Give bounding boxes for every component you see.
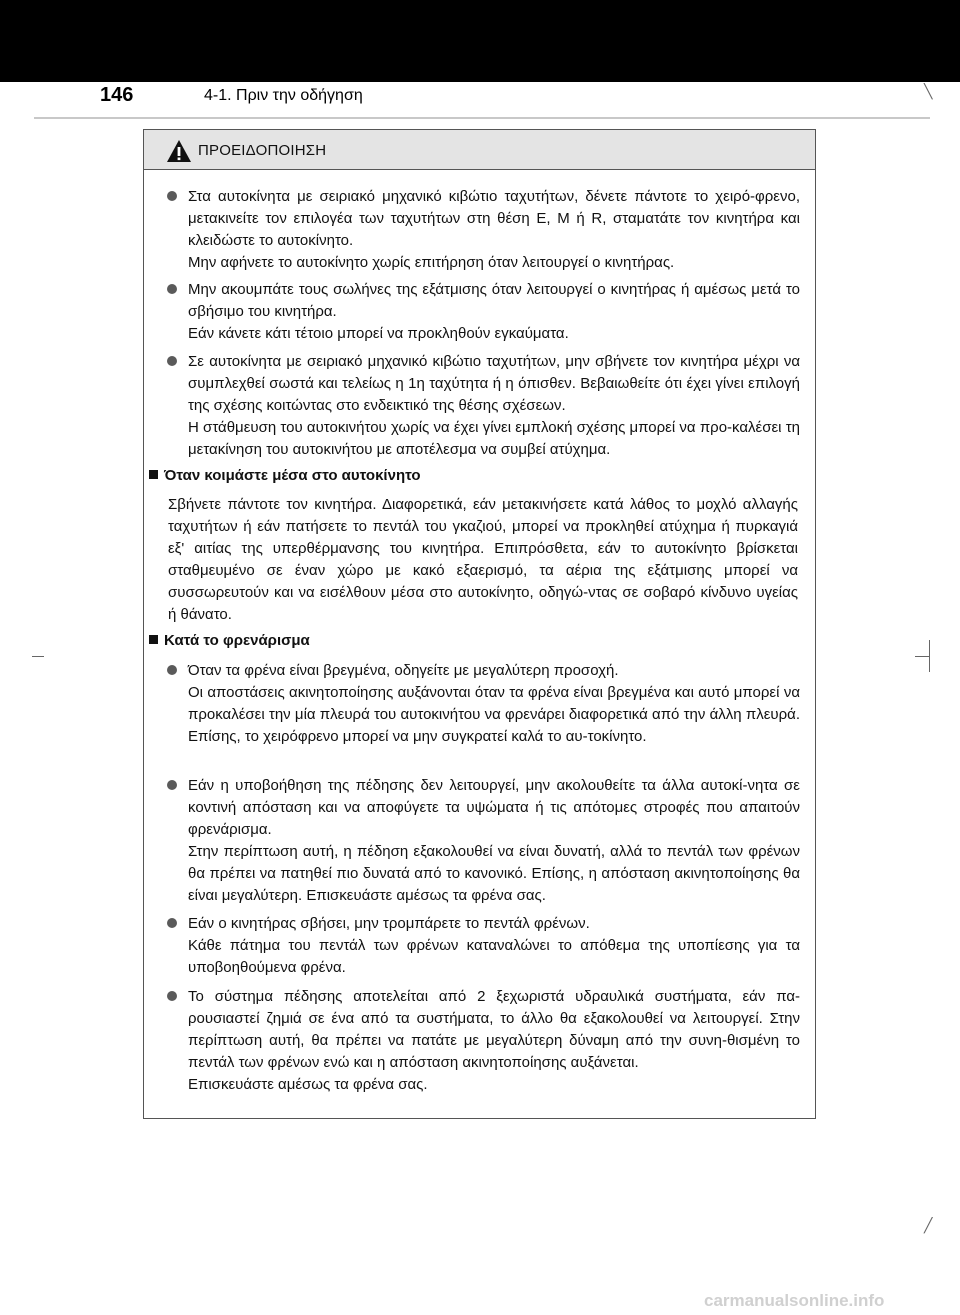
sleeping-paragraph: Σβήνετε πάντοτε τον κινητήρα. Διαφορετικά, εάν μετακινήσετε κατά λάθος το μοχλό αλλαγής ταχυτήτων ή εάν πατήσετε το πεντάλ του γκαζιού, μπορεί να προκληθεί ατύχημα ή πυρκαγιά εξ' αιτίας της υπερθέρμανσης του κινητήρα. Επιπρόσθετα, εάν το αυτοκίνητο βρίσκεται σταθμευμένο σε έναν χώρο με κακό εξαερισμό, τα αέρια της εξάτμισης μπορεί να συσσωρευτούν και να εισέλθουν μέσα στο αυτοκίνητο, οδηγώ-ντας σε σοβαρό κίνδυνο υγείας ή θάνατο. [168, 496, 798, 623]
bullet-icon [167, 284, 177, 294]
square-bullet-icon [149, 635, 158, 644]
item-text: Στα αυτοκίνητα με σειριακό μηχανικό κιβώτιο ταχυτήτων, δένετε πάντοτε το χειρό-φρενο, μετακινείτε τον επιλογέα των ταχυτήτων στη θέση E, M ή R, σταματάτε τον κινητήρα και κλειδώστε το αυτοκίνητο. [188, 188, 800, 249]
list-item [170, 986, 800, 1096]
bullet-icon [167, 356, 177, 366]
item-text: Επισκευάστε αμέσως τα φρένα σας. [188, 1076, 428, 1093]
subheading-braking [149, 632, 310, 649]
item-text: Κάθε πάτημα του πεντάλ των φρένων καταναλώνει το απόθεμα της υποπίεσης για τα υποβοηθούμενα φρένα. [188, 937, 800, 976]
item-text: Εάν ο κινητήρας σβήσει, μην τρομπάρετε το πεντάλ φρένων. [188, 915, 590, 932]
square-bullet-icon [149, 470, 158, 479]
crop-mark-top-right: ╲ [924, 84, 933, 100]
subheading-sleeping [149, 467, 421, 484]
list-item [170, 351, 800, 461]
warning-header [144, 130, 815, 170]
subheading-text: Όταν κοιμάστε μέσα στο αυτοκίνητο [164, 467, 421, 484]
bullet-icon [167, 665, 177, 675]
item-text: Οι αποστάσεις ακινητοποίησης αυξάνονται όταν τα φρένα είναι βρεγμένα και αυτό μπορεί να προκαλέσει την μία πλευρά του αυτοκινήτου να φρενάρει διαφορετικά από την άλλη πλευρά. Επίσης, το χειρόφρενο μπορεί να μην συγκρατεί καλά το αυ-τοκίνητο. [188, 684, 800, 745]
watermark: carmanualsonline.info [704, 1291, 885, 1310]
warning-box [143, 129, 816, 1119]
bullet-icon [167, 991, 177, 1001]
page-number: 146 [100, 84, 134, 106]
item-text: Σε αυτοκίνητα με σειριακό μηχανικό κιβώτιο ταχυτήτων, μην σβήνετε τον κινητήρα μέχρι να συμπλεχθεί σωστά και τελείως η 1η ταχύτητα ή η όπισθεν. Βεβαιωθείτε ότι έχει γίνει επιλογή της σχέσης κοιτώντας στο ενδεικτικό της θέσης σχέσεων. [188, 353, 800, 414]
bullet-icon [167, 780, 177, 790]
item-text: Εάν η υποβοήθηση της πέδησης δεν λειτουργεί, μην ακολουθείτε τα άλλα αυτοκί-νητα σε κοντινή απόσταση και να αποφύγετε τα υψώματα ή τις απότομες στροφές που απαιτούν φρενάρισμα. [188, 777, 800, 838]
list-item [170, 660, 800, 748]
header-divider [34, 117, 930, 119]
top-black-bar [0, 0, 960, 82]
warning-title: ΠΡΟΕΙΔΟΠΟΙΗΣΗ [198, 142, 327, 159]
registration-mark-right-h [915, 656, 929, 657]
item-text: Μην αφήνετε το αυτοκίνητο χωρίς επιτήρηση όταν λειτουργεί ο κινητήρας. [188, 254, 675, 271]
list-item [170, 186, 800, 274]
bullet-icon [167, 191, 177, 201]
list-item [170, 775, 800, 907]
warning-triangle-icon [166, 139, 192, 163]
list-item [170, 913, 800, 979]
list-item [170, 279, 800, 345]
crop-mark-bottom-right: ╱ [924, 1218, 933, 1234]
subheading-text: Κατά το φρενάρισμα [164, 632, 310, 649]
registration-mark-right-v [929, 640, 930, 672]
bullet-icon [167, 918, 177, 928]
item-text: Στην περίπτωση αυτή, η πέδηση εξακολουθεί να είναι δυνατή, αλλά το πεντάλ των φρένων θα πρέπει να πατηθεί πιο δυνατά από το κανονικό. Επίσης, η απόσταση ακινητοποίησης θα είναι μεγαλύτερη. Επισκευάστε αμέσως τα φρένα σας. [188, 843, 800, 904]
item-text: Η στάθμευση του αυτοκινήτου χωρίς να έχει γίνει εμπλοκή σχέσης μπορεί να προ-καλέσει τη μετακίνηση του αυτοκινήτου με αποτέλεσμα να συμβεί ατύχημα. [188, 419, 800, 458]
item-text: Μην ακουμπάτε τους σωλήνες της εξάτμισης όταν λειτουργεί ο κινητήρας ή αμέσως μετά το σβήσιμο του κινητήρα. [188, 281, 800, 320]
registration-mark-left [32, 656, 44, 657]
item-text: Όταν τα φρένα είναι βρεγμένα, οδηγείτε με μεγαλύτερη προσοχή. [188, 662, 619, 679]
item-text: Εάν κάνετε κάτι τέτοιο μπορεί να προκληθούν εγκαύματα. [188, 325, 569, 342]
section-title: 4-1. Πριν την οδήγηση [204, 87, 363, 104]
item-text: Το σύστημα πέδησης αποτελείται από 2 ξεχωριστά υδραυλικά συστήματα, εάν πα-ρουσιαστεί ζημιά σε ένα από τα συστήματα, το άλλο θα εξακολουθεί να λειτουργεί. Στην περίπτωση αυτή, θα πρέπει να πατάτε με μεγαλύτερη δύναμη από την συνη-θισμένη το πεντάλ των φρένων ενώ και η απόσταση ακινητοποίησης αυξάνεται. [188, 988, 800, 1071]
